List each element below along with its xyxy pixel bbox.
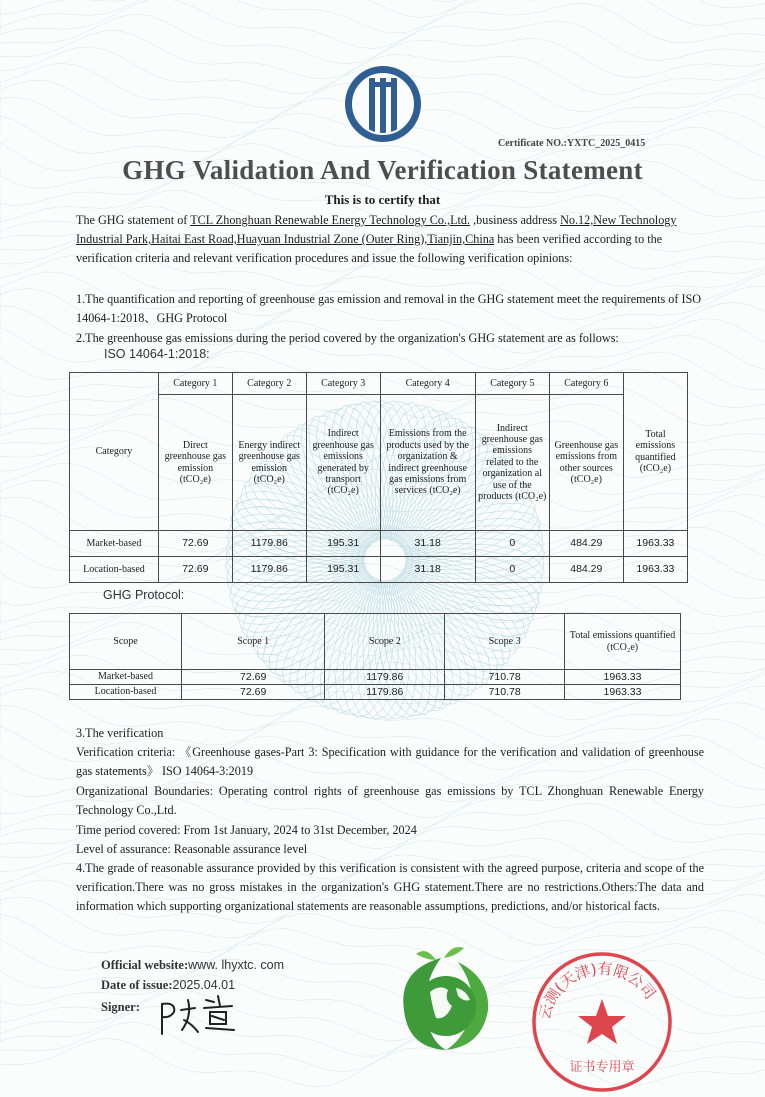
assurance-level: Level of assurance: Reasonable assurance level [76, 842, 308, 856]
document-title: GHG Validation And Verification Statement [122, 155, 643, 185]
table-total-cell: 1963.33 [623, 531, 687, 557]
table-cell: 195.31 [306, 557, 380, 583]
table-total-cell: 1963.33 [565, 670, 681, 685]
row-label: Market-based [70, 670, 182, 685]
iso-emissions-table [69, 372, 688, 583]
category-header: Category 6 [549, 373, 623, 395]
date-label: Date of issue: [101, 978, 173, 992]
table-cell: 31.18 [380, 557, 475, 583]
table-cell: 1179.86 [232, 557, 306, 583]
table-cell: 72.69 [158, 531, 232, 557]
seal-text: 云测(天津)有限公司 [535, 959, 660, 1022]
total-header: Total emissions quantified (tCO₂e) [623, 373, 687, 531]
intro-prefix: The GHG statement of [76, 213, 191, 227]
table-cell: 0 [475, 531, 549, 557]
table-cell: 195.31 [306, 531, 380, 557]
table-cell: 710.78 [445, 685, 565, 700]
category-description: Energy indirect greenhouse gas emission (tCO₂e) [232, 395, 306, 531]
category-header: Category 5 [475, 373, 549, 395]
earth-emblem-icon [386, 940, 506, 1060]
scope-header: Scope 1 [182, 614, 325, 670]
date-value: 2025.04.01 [172, 978, 236, 992]
verification-criteria: Verification criteria: 《Greenhouse gases-Part 3: Specification with guidance for the verification and validation of greenhouse gas statements》 ISO 14064-3:2019 [76, 745, 704, 778]
table-total-cell: 1963.33 [565, 685, 681, 700]
row-label: Location-based [70, 685, 182, 700]
table-cell: 72.69 [182, 685, 325, 700]
table-cell: 31.18 [380, 531, 475, 557]
table-cell: 710.78 [445, 670, 565, 685]
table-row [70, 531, 688, 557]
official-seal-icon [527, 947, 677, 1097]
total-header: Total emissions quantified (tCO₂e) [565, 614, 681, 670]
row-label: Location-based [70, 557, 159, 583]
svg-text:云测(天津)有限公司 [535, 960, 659, 1022]
intro-mid: ,business address [470, 213, 561, 227]
intro-suffix: has been verified according to the verification criteria and relevant verification procedures and issue the following verification opinions: [76, 232, 663, 265]
table-cell: 1179.86 [325, 670, 445, 685]
table-total-cell: 1963.33 [623, 557, 687, 583]
category-description: Indirect greenhouse gas emissions related to the organization al use of the products (tCO₂e) [475, 395, 549, 531]
signer-label: Signer: [101, 1000, 140, 1014]
table-cell: 72.69 [182, 670, 325, 685]
category-description: Indirect greenhouse gas emissions generated by transport (tCO₂e) [306, 395, 380, 531]
table-cell: 1179.86 [325, 685, 445, 700]
category-header: Category 3 [306, 373, 380, 395]
category-description: Direct greenhouse gas emission (tCO₂e) [158, 395, 232, 531]
table-row [70, 685, 681, 700]
signature-icon [154, 990, 244, 1040]
category-description: Emissions from the products used by the organization & indirect greenhouse gas emissions from services (tCO₂e) [380, 395, 475, 531]
document-subtitle: This is to certify that [324, 192, 441, 207]
point-4: 4.The grade of reasonable assurance provided by this verification is consistent with the agreed purpose, criteria and scope of the verification.There was no gross mistakes in the organization's GHG statement.There are no restrictions.Others:The data and information which supporting organizational statements are reasonable assumptions, predictions, and/or historical facts. [76, 861, 704, 913]
point-2: 2.The greenhouse gas emissions during the period covered by the organization's GHG statement are as follows: [76, 331, 619, 345]
organization-name: TCL Zhonghuan Renewable Energy Technology Co.,Ltd. [190, 213, 471, 227]
category-header: Category 2 [232, 373, 306, 395]
intro-paragraph [76, 211, 704, 268]
organizational-boundaries: Organizational Boundaries: Operating control rights of greenhouse gas emissions by TCL Zhonghuan Renewable Energy Technology Co.,Ltd. [76, 784, 704, 817]
time-period: Time period covered: From 1st January, 2024 to 31st December, 2024 [76, 823, 417, 837]
iso-label: ISO 14064-1:2018: [104, 347, 210, 361]
table-row [70, 670, 681, 685]
table-cell: 72.69 [158, 557, 232, 583]
official-website [101, 958, 284, 973]
row-label: Market-based [70, 531, 159, 557]
ghg-protocol-label: GHG Protocol: [103, 588, 185, 602]
category-header: Category 1 [158, 373, 232, 395]
seal-bottom-text: 证书专用章 [569, 1060, 635, 1075]
business-address: No.12,New Technology Industrial Park,Haitai East Road,Huayuan Industrial Zone (Outer Ring),Tianjin,China [76, 213, 677, 246]
ghg-protocol-table [69, 613, 681, 700]
table-cell: 484.29 [549, 531, 623, 557]
category-description: Greenhouse gas emissions from other sources (tCO₂e) [549, 395, 623, 531]
certificate-number: Certificate NO.:YXTC_2025_0415 [498, 138, 646, 149]
table-cell: 0 [475, 557, 549, 583]
website-label: Official website: [101, 958, 189, 972]
company-logo-icon [343, 64, 423, 144]
table-corner-cell: Category [70, 373, 159, 531]
table-cell: 1179.86 [232, 531, 306, 557]
scope-header: Scope [70, 614, 182, 670]
category-header: Category 4 [380, 373, 475, 395]
point-1: 1.The quantification and reporting of greenhouse gas emission and removal in the GHG statement meet the requirements of ISO 14064-1:2018、GHG Protocol [76, 292, 702, 325]
table-cell: 484.29 [549, 557, 623, 583]
scope-header: Scope 2 [325, 614, 445, 670]
point-3-title: 3.The verification [76, 726, 164, 740]
table-row [70, 557, 688, 583]
website-value: www. lhyxtc. com [188, 958, 284, 972]
scope-header: Scope 3 [445, 614, 565, 670]
